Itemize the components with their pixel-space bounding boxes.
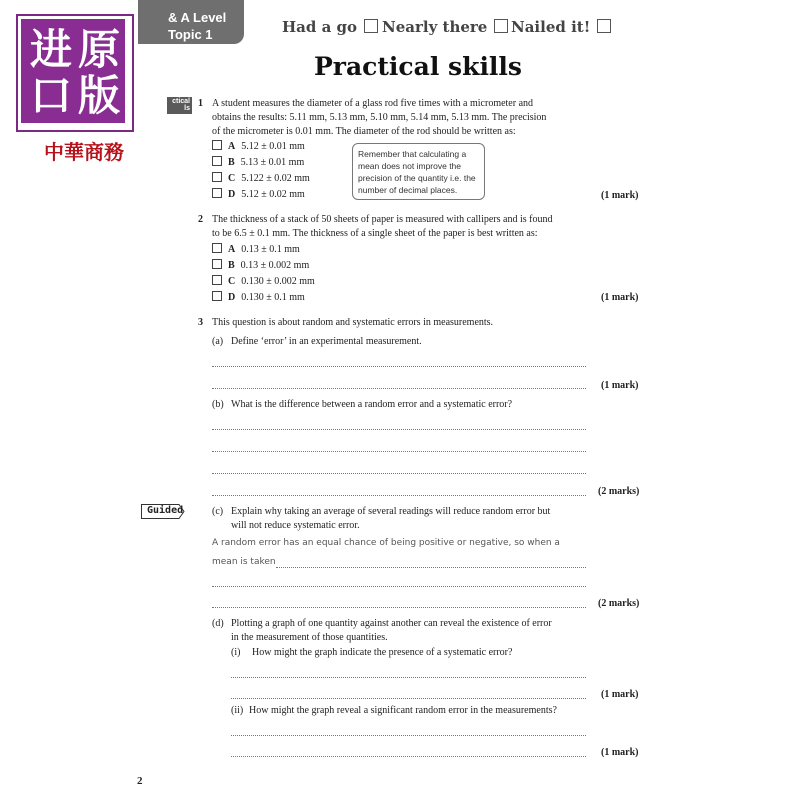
topic-tab — [138, 0, 244, 44]
part-a-label: (a) — [212, 336, 224, 347]
logo-char-1: 进 — [29, 25, 72, 74]
answer-line[interactable] — [231, 677, 586, 678]
answer-line[interactable] — [212, 473, 586, 474]
part-d-i-text: How might the graph indicate the presence of a systematic error? — [252, 647, 513, 658]
part-d-text: Plotting a graph of one quantity against another can reveal the existence of error in the measurement of those quantities. — [231, 618, 552, 643]
mark-label: (1 mark) — [601, 689, 639, 700]
part-d-ii-label: (ii) — [231, 705, 244, 716]
part-b-text: What is the difference between a random error and a systematic error? — [231, 399, 513, 410]
part-a-text: Define ‘error’ in an experimental measurement. — [231, 336, 422, 347]
q1-option-b[interactable]: B 5.13 ± 0.01 mm — [212, 156, 304, 170]
progress-label: Nailed it! — [511, 18, 591, 36]
page-number: 2 — [137, 775, 143, 787]
logo-char-3: 口 — [29, 71, 72, 120]
progress-nailed-it[interactable] — [511, 18, 611, 36]
guided-label: Guided — [147, 505, 184, 516]
part-d-i-label: (i) — [231, 647, 241, 658]
question-number: 1 — [198, 98, 203, 109]
checkbox-icon[interactable] — [212, 291, 222, 301]
checkbox-icon[interactable] — [364, 19, 378, 33]
q1-option-c[interactable]: C 5.122 ± 0.02 mm — [212, 172, 310, 186]
q2-option-a[interactable]: A 0.13 ± 0.1 mm — [212, 243, 300, 257]
hint-box: Remember that calculating a mean does not improve the precision of the quantity i.e. the number of decimal places. — [352, 143, 485, 200]
answer-line[interactable] — [212, 388, 586, 389]
answer-line[interactable] — [212, 607, 586, 608]
checkbox-icon[interactable] — [212, 275, 222, 285]
part-d-label: (d) — [212, 618, 224, 629]
q2-option-b[interactable]: B 0.13 ± 0.002 mm — [212, 259, 309, 273]
answer-line[interactable] — [212, 366, 586, 367]
answer-line[interactable] — [276, 567, 586, 568]
question-3-text: This question is about random and systematic errors in measurements. — [212, 317, 494, 328]
checkbox-icon[interactable] — [597, 19, 611, 33]
checkbox-icon[interactable] — [494, 19, 508, 33]
question-2-text: The thickness of a stack of 50 sheets of paper is measured with callipers and is found to be 6.5 ± 0.1 mm. The thickness of a single sheet of the paper is best written as: — [212, 214, 553, 239]
answer-line[interactable] — [231, 756, 586, 757]
mark-label: (1 mark) — [601, 190, 639, 201]
guided-answer-text: A random error has an equal chance of being positive or negative, so when a — [212, 538, 560, 548]
answer-line[interactable] — [212, 495, 586, 496]
logo-char-4: 版 — [77, 71, 120, 120]
part-b-label: (b) — [212, 399, 224, 410]
mark-label: (1 mark) — [601, 292, 639, 303]
checkbox-icon[interactable] — [212, 259, 222, 269]
checkbox-icon[interactable] — [212, 243, 222, 253]
answer-line[interactable] — [212, 586, 586, 587]
guided-badge — [141, 504, 183, 519]
topic-level-label: & A Level — [168, 10, 227, 25]
checkbox-icon[interactable] — [212, 172, 222, 182]
progress-had-a-go[interactable] — [282, 18, 378, 36]
logo-char-2: 原 — [77, 25, 120, 74]
topic-number-label: Topic 1 — [168, 27, 213, 42]
mark-label: (2 marks) — [598, 486, 640, 497]
q2-option-d[interactable]: D 0.130 ± 0.1 mm — [212, 291, 305, 305]
checkbox-icon[interactable] — [212, 188, 222, 198]
progress-nearly-there[interactable] — [382, 18, 508, 36]
progress-label: Nearly there — [382, 18, 488, 36]
practical-skills-badge: ctical ls — [167, 97, 192, 114]
part-c-text: Explain why taking an average of several readings will reduce random error but will not reduce systematic error. — [231, 506, 551, 531]
q2-option-c[interactable]: C 0.130 ± 0.002 mm — [212, 275, 315, 289]
logo-subtitle: 中華商務 — [44, 140, 124, 164]
q1-option-a[interactable]: A 5.12 ± 0.01 mm — [212, 140, 305, 154]
answer-line[interactable] — [231, 735, 586, 736]
checkbox-icon[interactable] — [212, 156, 222, 166]
page-title: Practical skills — [313, 52, 523, 81]
guided-answer-text: mean is taken — [212, 557, 276, 567]
part-c-label: (c) — [212, 506, 224, 517]
question-1-text: A student measures the diameter of a glass rod five times with a micrometer and obtains the results: 5.11 mm, 5.13 mm, 5.10 mm, 5.14 mm, 5.13 mm. The precision of the micrometer is 0.01 mm. The diameter of the rod should be written as: — [212, 98, 547, 137]
question-number: 3 — [198, 317, 203, 328]
mark-label: (2 marks) — [598, 598, 640, 609]
checkbox-icon[interactable] — [212, 140, 222, 150]
answer-line[interactable] — [212, 451, 586, 452]
mark-label: (1 mark) — [601, 380, 639, 391]
mark-label: (1 mark) — [601, 747, 639, 758]
q1-option-d[interactable]: D 5.12 ± 0.02 mm — [212, 188, 305, 202]
answer-line[interactable] — [231, 698, 586, 699]
answer-line[interactable] — [212, 429, 586, 430]
part-d-ii-text: How might the graph reveal a significant random error in the measurements? — [249, 705, 557, 716]
question-number: 2 — [198, 214, 203, 225]
progress-label: Had a go — [282, 18, 358, 36]
